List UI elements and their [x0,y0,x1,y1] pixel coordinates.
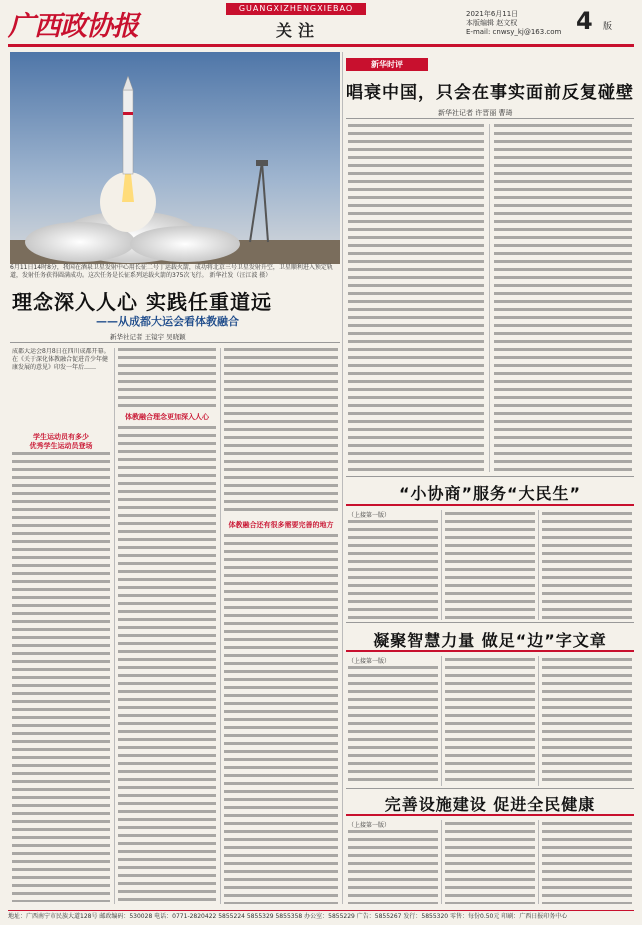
column-divider [441,510,442,620]
issue-date: 2021年6月11日 [466,10,519,18]
bottom2-col-3 [542,822,632,904]
middle-col-2 [445,512,535,620]
rocket-launch-photo [10,52,340,264]
masthead-rule [8,44,634,47]
middle-col-1 [348,520,438,620]
main-article-subtitle: ——从成都大运会看体教融合 [96,315,239,328]
page-number: 4 [576,7,593,35]
main-article-byline: 新华社记者 王镜宇 吴晓颖 [110,333,186,341]
bottom1-article-source: （上接第一版） [348,658,391,665]
section-rule [346,622,634,623]
bottom1-col-2 [445,658,535,786]
column-divider [538,510,539,620]
bottom1-col-3 [542,658,632,786]
column-divider [220,348,221,904]
middle-article-rule [346,504,634,506]
main-subhead-1: 学生运动员有多少 [33,433,89,441]
issue-info [466,10,561,37]
main-article-col-3b [224,534,338,904]
main-subhead-2: 优秀学生运动员登场 [29,442,93,450]
main-subhead-3: 体教融合理念更加深入人心 [125,413,209,421]
photo-caption: 6月11日14时8分，我国在酒泉卫星发射中心用长征二号丁运载火箭，成功将北京三号卫星发射升空，卫星顺利进入预定轨道，发射任务获得圆满成功。这次任务是长征系列运载火箭的375次飞行。 新华社发（汪江波 摄） [10,264,333,279]
feature-tag-badge: 新华时评 [346,58,428,71]
bottom1-article-title: 凝聚智慧力量 做足“边”字文章 [373,631,607,650]
main-article-col-1 [12,452,110,902]
issue-editor: 本版编辑 赵文权 [466,19,518,27]
column-divider [538,820,539,904]
section-rule [346,476,634,477]
main-article-rule [10,342,340,343]
column-divider [114,348,115,904]
section-title: 关注 [276,21,321,40]
feature-rule [346,118,634,119]
main-subhead-4: 体教融合还有很多需要完善的地方 [228,521,334,529]
feature-title: 唱衰中国，只会在事实面前反复碰壁 [346,83,634,103]
main-article-title: 理念深入人心 实践任重道远 [12,290,272,314]
column-divider [489,124,490,472]
bottom2-col-2 [445,822,535,904]
main-article-lead: 成都大运会8月8日在四川成都开幕。在《关于深化体教融合促进青少年健康发展的意见》印发一年后…… [12,348,110,371]
middle-article-title: “小协商”服务“大民生” [398,484,582,503]
bottom2-article-title: 完善设施建设 促进全民健康 [384,795,596,814]
page-column-divider [342,52,343,904]
bottom1-col-1 [348,666,438,786]
main-article-col-3a [224,348,338,516]
issue-email: E-mail: cnwsy_kj@163.com [466,28,562,36]
feature-byline: 新华社记者 许晋丽 曹琦 [438,109,513,117]
rocket-launch-image [10,52,340,264]
column-divider [538,656,539,786]
bottom2-col-1 [348,830,438,904]
masthead [0,0,642,52]
bottom2-article-source: （上接第一版） [348,822,391,829]
bottom1-article-rule [346,650,634,652]
main-article-col-2b [118,426,216,902]
middle-article-source: （上接第一版） [348,512,391,519]
page-footer: 地址：广西南宁市民族大道128号 邮政编码：530028 电话：0771-2820422 5855224 5855329 5855358 办公室：5855229 广告：5855267 发行：5855320 零售：每份0.50元 印刷：广西日报印务中心 [8,910,634,922]
brand-pinyin-bar: GUANGXIZHENGXIEBAO [226,3,366,15]
page-number-suffix: 版 [603,22,613,32]
feature-col-1 [348,124,484,472]
column-divider [441,820,442,904]
newspaper-logo: 广西政协报 [8,11,138,42]
column-divider [441,656,442,786]
main-article-col-2a [118,348,216,408]
bottom2-article-rule [346,814,634,816]
feature-col-2 [494,124,632,472]
middle-col-3 [542,512,632,620]
section-rule [346,788,634,789]
